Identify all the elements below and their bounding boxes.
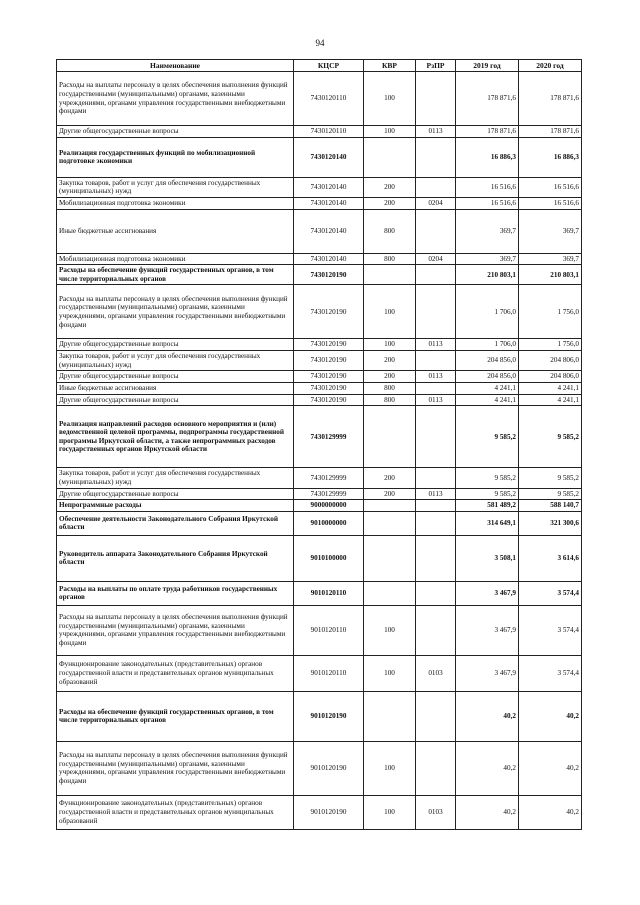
row-rzpr-cell: 0103 xyxy=(416,795,456,829)
row-2019-cell: 9 585,2 xyxy=(456,488,519,500)
row-2020-cell: 16 516,6 xyxy=(519,177,582,197)
row-2020-cell: 369,7 xyxy=(519,209,582,253)
table-row xyxy=(57,500,582,512)
row-kvr-cell xyxy=(364,265,416,285)
row-name-cell: Другие общегосударственные вопросы xyxy=(57,394,294,406)
row-2019-cell: 40,2 xyxy=(456,795,519,829)
row-kvr-cell: 800 xyxy=(364,253,416,265)
row-2019-cell: 3 467,9 xyxy=(456,605,519,655)
row-2019-cell: 178 871,6 xyxy=(456,126,519,138)
row-2019-cell: 178 871,6 xyxy=(456,72,519,126)
table-row xyxy=(57,535,582,581)
row-name-cell: Расходы на выплаты по оплате труда работников государственных органов xyxy=(57,581,294,605)
row-2020-cell: 3 574,4 xyxy=(519,605,582,655)
row-2019-cell: 4 241,1 xyxy=(456,383,519,395)
table-body xyxy=(57,72,582,830)
row-code-cell: 9010120190 xyxy=(294,741,364,795)
row-name-cell: Функционирование законодательных (представительных) органов государственной власти и представительных органов муниципальных образований xyxy=(57,655,294,691)
table-row xyxy=(57,72,582,126)
row-2020-cell: 40,2 xyxy=(519,691,582,741)
table-row xyxy=(57,371,582,383)
row-code-cell: 7430120140 xyxy=(294,209,364,253)
row-2020-cell: 4 241,1 xyxy=(519,394,582,406)
row-kvr-cell xyxy=(364,511,416,535)
row-name-cell: Другие общегосударственные вопросы xyxy=(57,371,294,383)
row-name-cell: Иные бюджетные ассигнования xyxy=(57,383,294,395)
row-kvr-cell xyxy=(364,500,416,512)
row-kvr-cell: 200 xyxy=(364,488,416,500)
row-2019-cell: 40,2 xyxy=(456,691,519,741)
table-row xyxy=(57,351,582,371)
row-rzpr-cell xyxy=(416,468,456,488)
row-code-cell: 7430129999 xyxy=(294,468,364,488)
table-row xyxy=(57,468,582,488)
row-code-cell: 7430120140 xyxy=(294,197,364,209)
row-name-cell: Расходы на выплаты персоналу в целях обеспечения выполнения функций государственными (муниципальными) органами, казенными учреждениями, органами управления государственными внебюджетными фондами xyxy=(57,72,294,126)
row-2020-cell: 40,2 xyxy=(519,795,582,829)
row-code-cell: 7430120110 xyxy=(294,126,364,138)
row-code-cell: 7430120190 xyxy=(294,383,364,395)
row-2019-cell: 369,7 xyxy=(456,209,519,253)
row-2020-cell: 4 241,1 xyxy=(519,383,582,395)
table-row xyxy=(57,209,582,253)
row-rzpr-cell xyxy=(416,535,456,581)
page-number: 94 xyxy=(315,38,325,48)
row-kvr-cell xyxy=(364,535,416,581)
row-rzpr-cell: 0113 xyxy=(416,394,456,406)
row-2019-cell: 40,2 xyxy=(456,741,519,795)
row-code-cell: 7430120140 xyxy=(294,177,364,197)
row-2020-cell: 204 806,0 xyxy=(519,371,582,383)
table-header-row xyxy=(57,60,582,72)
header-2019: 2019 год xyxy=(456,60,519,72)
row-kvr-cell: 800 xyxy=(364,394,416,406)
row-code-cell: 7430120190 xyxy=(294,339,364,351)
row-2020-cell: 9 585,2 xyxy=(519,488,582,500)
table-row xyxy=(57,253,582,265)
row-kvr-cell: 200 xyxy=(364,177,416,197)
table-row xyxy=(57,741,582,795)
row-name-cell: Закупка товаров, работ и услуг для обеспечения государственных (муниципальных) нужд xyxy=(57,468,294,488)
row-kvr-cell xyxy=(364,691,416,741)
row-2020-cell: 1 756,0 xyxy=(519,339,582,351)
row-kvr-cell: 800 xyxy=(364,383,416,395)
table-row xyxy=(57,605,582,655)
row-rzpr-cell xyxy=(416,581,456,605)
row-2020-cell: 3 574,4 xyxy=(519,581,582,605)
row-2019-cell: 1 706,0 xyxy=(456,285,519,339)
row-kvr-cell: 100 xyxy=(364,795,416,829)
table-row xyxy=(57,581,582,605)
row-2020-cell: 210 803,1 xyxy=(519,265,582,285)
row-2020-cell: 16 516,6 xyxy=(519,197,582,209)
row-2020-cell: 9 585,2 xyxy=(519,468,582,488)
row-2019-cell: 314 649,1 xyxy=(456,511,519,535)
row-rzpr-cell xyxy=(416,72,456,126)
row-2019-cell: 16 886,3 xyxy=(456,137,519,177)
row-kvr-cell xyxy=(364,406,416,468)
row-rzpr-cell xyxy=(416,691,456,741)
row-name-cell: Функционирование законодательных (представительных) органов государственной власти и представительных органов муниципальных образований xyxy=(57,795,294,829)
row-2020-cell: 3 614,6 xyxy=(519,535,582,581)
table-row xyxy=(57,339,582,351)
row-name-cell: Другие общегосударственные вопросы xyxy=(57,126,294,138)
row-2020-cell: 178 871,6 xyxy=(519,72,582,126)
row-name-cell: Мобилизационная подготовка экономики xyxy=(57,197,294,209)
row-rzpr-cell: 0204 xyxy=(416,197,456,209)
row-name-cell: Расходы на обеспечение функций государственных органов, в том числе территориальных органов xyxy=(57,691,294,741)
row-2019-cell: 3 467,9 xyxy=(456,655,519,691)
row-rzpr-cell xyxy=(416,285,456,339)
row-2020-cell: 1 756,0 xyxy=(519,285,582,339)
row-2020-cell: 321 300,6 xyxy=(519,511,582,535)
row-rzpr-cell xyxy=(416,605,456,655)
row-kvr-cell: 200 xyxy=(364,468,416,488)
row-name-cell: Другие общегосударственные вопросы xyxy=(57,488,294,500)
table-row xyxy=(57,126,582,138)
row-2019-cell: 16 516,6 xyxy=(456,177,519,197)
row-2019-cell: 210 803,1 xyxy=(456,265,519,285)
row-code-cell: 9010120190 xyxy=(294,691,364,741)
row-rzpr-cell: 0113 xyxy=(416,126,456,138)
table-row xyxy=(57,197,582,209)
row-rzpr-cell: 0103 xyxy=(416,655,456,691)
row-rzpr-cell xyxy=(416,500,456,512)
row-code-cell: 7430120140 xyxy=(294,137,364,177)
row-code-cell: 7430120110 xyxy=(294,72,364,126)
row-name-cell: Другие общегосударственные вопросы xyxy=(57,339,294,351)
row-rzpr-cell: 0113 xyxy=(416,371,456,383)
row-2020-cell: 3 574,4 xyxy=(519,655,582,691)
budget-table xyxy=(56,59,582,830)
row-kvr-cell: 200 xyxy=(364,351,416,371)
row-name-cell: Закупка товаров, работ и услуг для обеспечения государственных (муниципальных) нужд xyxy=(57,351,294,371)
row-code-cell: 9010120110 xyxy=(294,605,364,655)
row-code-cell: 7430120190 xyxy=(294,394,364,406)
row-2020-cell: 178 871,6 xyxy=(519,126,582,138)
row-kvr-cell: 100 xyxy=(364,72,416,126)
row-rzpr-cell: 0113 xyxy=(416,339,456,351)
row-code-cell: 9010120110 xyxy=(294,655,364,691)
row-rzpr-cell xyxy=(416,406,456,468)
row-rzpr-cell: 0113 xyxy=(416,488,456,500)
row-code-cell: 9010120190 xyxy=(294,795,364,829)
row-rzpr-cell xyxy=(416,351,456,371)
row-code-cell: 7430129999 xyxy=(294,488,364,500)
table-row xyxy=(57,511,582,535)
row-name-cell: Иные бюджетные ассигнования xyxy=(57,209,294,253)
row-2020-cell: 16 886,3 xyxy=(519,137,582,177)
row-code-cell: 7430120190 xyxy=(294,371,364,383)
row-code-cell: 7430120140 xyxy=(294,253,364,265)
row-name-cell: Расходы на выплаты персоналу в целях обеспечения выполнения функций государственными (муниципальными) органами, казенными учреждениями, органами управления государственными внебюджетными фондами xyxy=(57,741,294,795)
row-rzpr-cell xyxy=(416,383,456,395)
row-name-cell: Расходы на выплаты персоналу в целях обеспечения выполнения функций государственными (муниципальными) органами, казенными учреждениями, органами управления государственными внебюджетными фондами xyxy=(57,285,294,339)
row-kvr-cell: 100 xyxy=(364,126,416,138)
row-2019-cell: 3 508,1 xyxy=(456,535,519,581)
row-rzpr-cell xyxy=(416,741,456,795)
row-rzpr-cell xyxy=(416,209,456,253)
row-rzpr-cell xyxy=(416,265,456,285)
row-rzpr-cell xyxy=(416,137,456,177)
row-name-cell: Непрограммные расходы xyxy=(57,500,294,512)
row-code-cell: 7430120190 xyxy=(294,351,364,371)
row-rzpr-cell xyxy=(416,177,456,197)
row-code-cell: 9010000000 xyxy=(294,511,364,535)
table-row xyxy=(57,691,582,741)
row-name-cell: Реализация государственных функций по мобилизационной подготовке экономики xyxy=(57,137,294,177)
row-name-cell: Мобилизационная подготовка экономики xyxy=(57,253,294,265)
row-kvr-cell: 100 xyxy=(364,285,416,339)
row-kvr-cell xyxy=(364,137,416,177)
row-name-cell: Реализация направлений расходов основного мероприятия и (или) ведомственной целевой программы, подпрограммы государственной программы Иркутской области, а также непрограммных расходов государственных органов Иркутской области xyxy=(57,406,294,468)
row-kvr-cell: 200 xyxy=(364,197,416,209)
row-2020-cell: 40,2 xyxy=(519,741,582,795)
row-2019-cell: 204 856,0 xyxy=(456,351,519,371)
table-row xyxy=(57,795,582,829)
row-code-cell: 9010100000 xyxy=(294,535,364,581)
row-2019-cell: 581 489,2 xyxy=(456,500,519,512)
table-row xyxy=(57,394,582,406)
row-kvr-cell: 200 xyxy=(364,371,416,383)
row-2020-cell: 369,7 xyxy=(519,253,582,265)
table-row xyxy=(57,655,582,691)
row-2019-cell: 16 516,6 xyxy=(456,197,519,209)
row-2019-cell: 1 706,0 xyxy=(456,339,519,351)
header-kvr: КВР xyxy=(364,60,416,72)
header-rzpr: РзПР xyxy=(416,60,456,72)
row-code-cell: 9010120110 xyxy=(294,581,364,605)
row-kvr-cell xyxy=(364,581,416,605)
row-name-cell: Закупка товаров, работ и услуг для обеспечения государственных (муниципальных) нужд xyxy=(57,177,294,197)
row-2019-cell: 9 585,2 xyxy=(456,406,519,468)
row-2019-cell: 4 241,1 xyxy=(456,394,519,406)
row-name-cell: Руководитель аппарата Законодательного Собрания Иркутской области xyxy=(57,535,294,581)
row-2020-cell: 9 585,2 xyxy=(519,406,582,468)
row-code-cell: 7430120190 xyxy=(294,285,364,339)
table-row xyxy=(57,383,582,395)
table-row xyxy=(57,488,582,500)
row-name-cell: Расходы на обеспечение функций государственных органов, в том числе территориальных органов xyxy=(57,265,294,285)
row-2020-cell: 588 140,7 xyxy=(519,500,582,512)
row-2019-cell: 9 585,2 xyxy=(456,468,519,488)
table-row xyxy=(57,265,582,285)
row-2019-cell: 204 856,0 xyxy=(456,371,519,383)
row-code-cell: 7430120190 xyxy=(294,265,364,285)
row-rzpr-cell: 0204 xyxy=(416,253,456,265)
row-name-cell: Расходы на выплаты персоналу в целях обеспечения выполнения функций государственными (муниципальными) органами, казенными учреждениями, органами управления государственными внебюджетными фондами xyxy=(57,605,294,655)
row-2019-cell: 3 467,9 xyxy=(456,581,519,605)
row-2019-cell: 369,7 xyxy=(456,253,519,265)
table-row xyxy=(57,137,582,177)
row-kvr-cell: 100 xyxy=(364,741,416,795)
table-row xyxy=(57,285,582,339)
row-code-cell: 7430129999 xyxy=(294,406,364,468)
header-2020: 2020 год xyxy=(519,60,582,72)
table-row xyxy=(57,177,582,197)
row-kvr-cell: 800 xyxy=(364,209,416,253)
row-name-cell: Обеспечение деятельности Законодательного Собрания Иркутской области xyxy=(57,511,294,535)
row-kvr-cell: 100 xyxy=(364,605,416,655)
header-code: КЦСР xyxy=(294,60,364,72)
row-rzpr-cell xyxy=(416,511,456,535)
row-kvr-cell: 100 xyxy=(364,655,416,691)
row-2020-cell: 204 806,0 xyxy=(519,351,582,371)
table-row xyxy=(57,406,582,468)
header-name: Наименование xyxy=(57,60,294,72)
row-code-cell: 9000000000 xyxy=(294,500,364,512)
row-kvr-cell: 100 xyxy=(364,339,416,351)
